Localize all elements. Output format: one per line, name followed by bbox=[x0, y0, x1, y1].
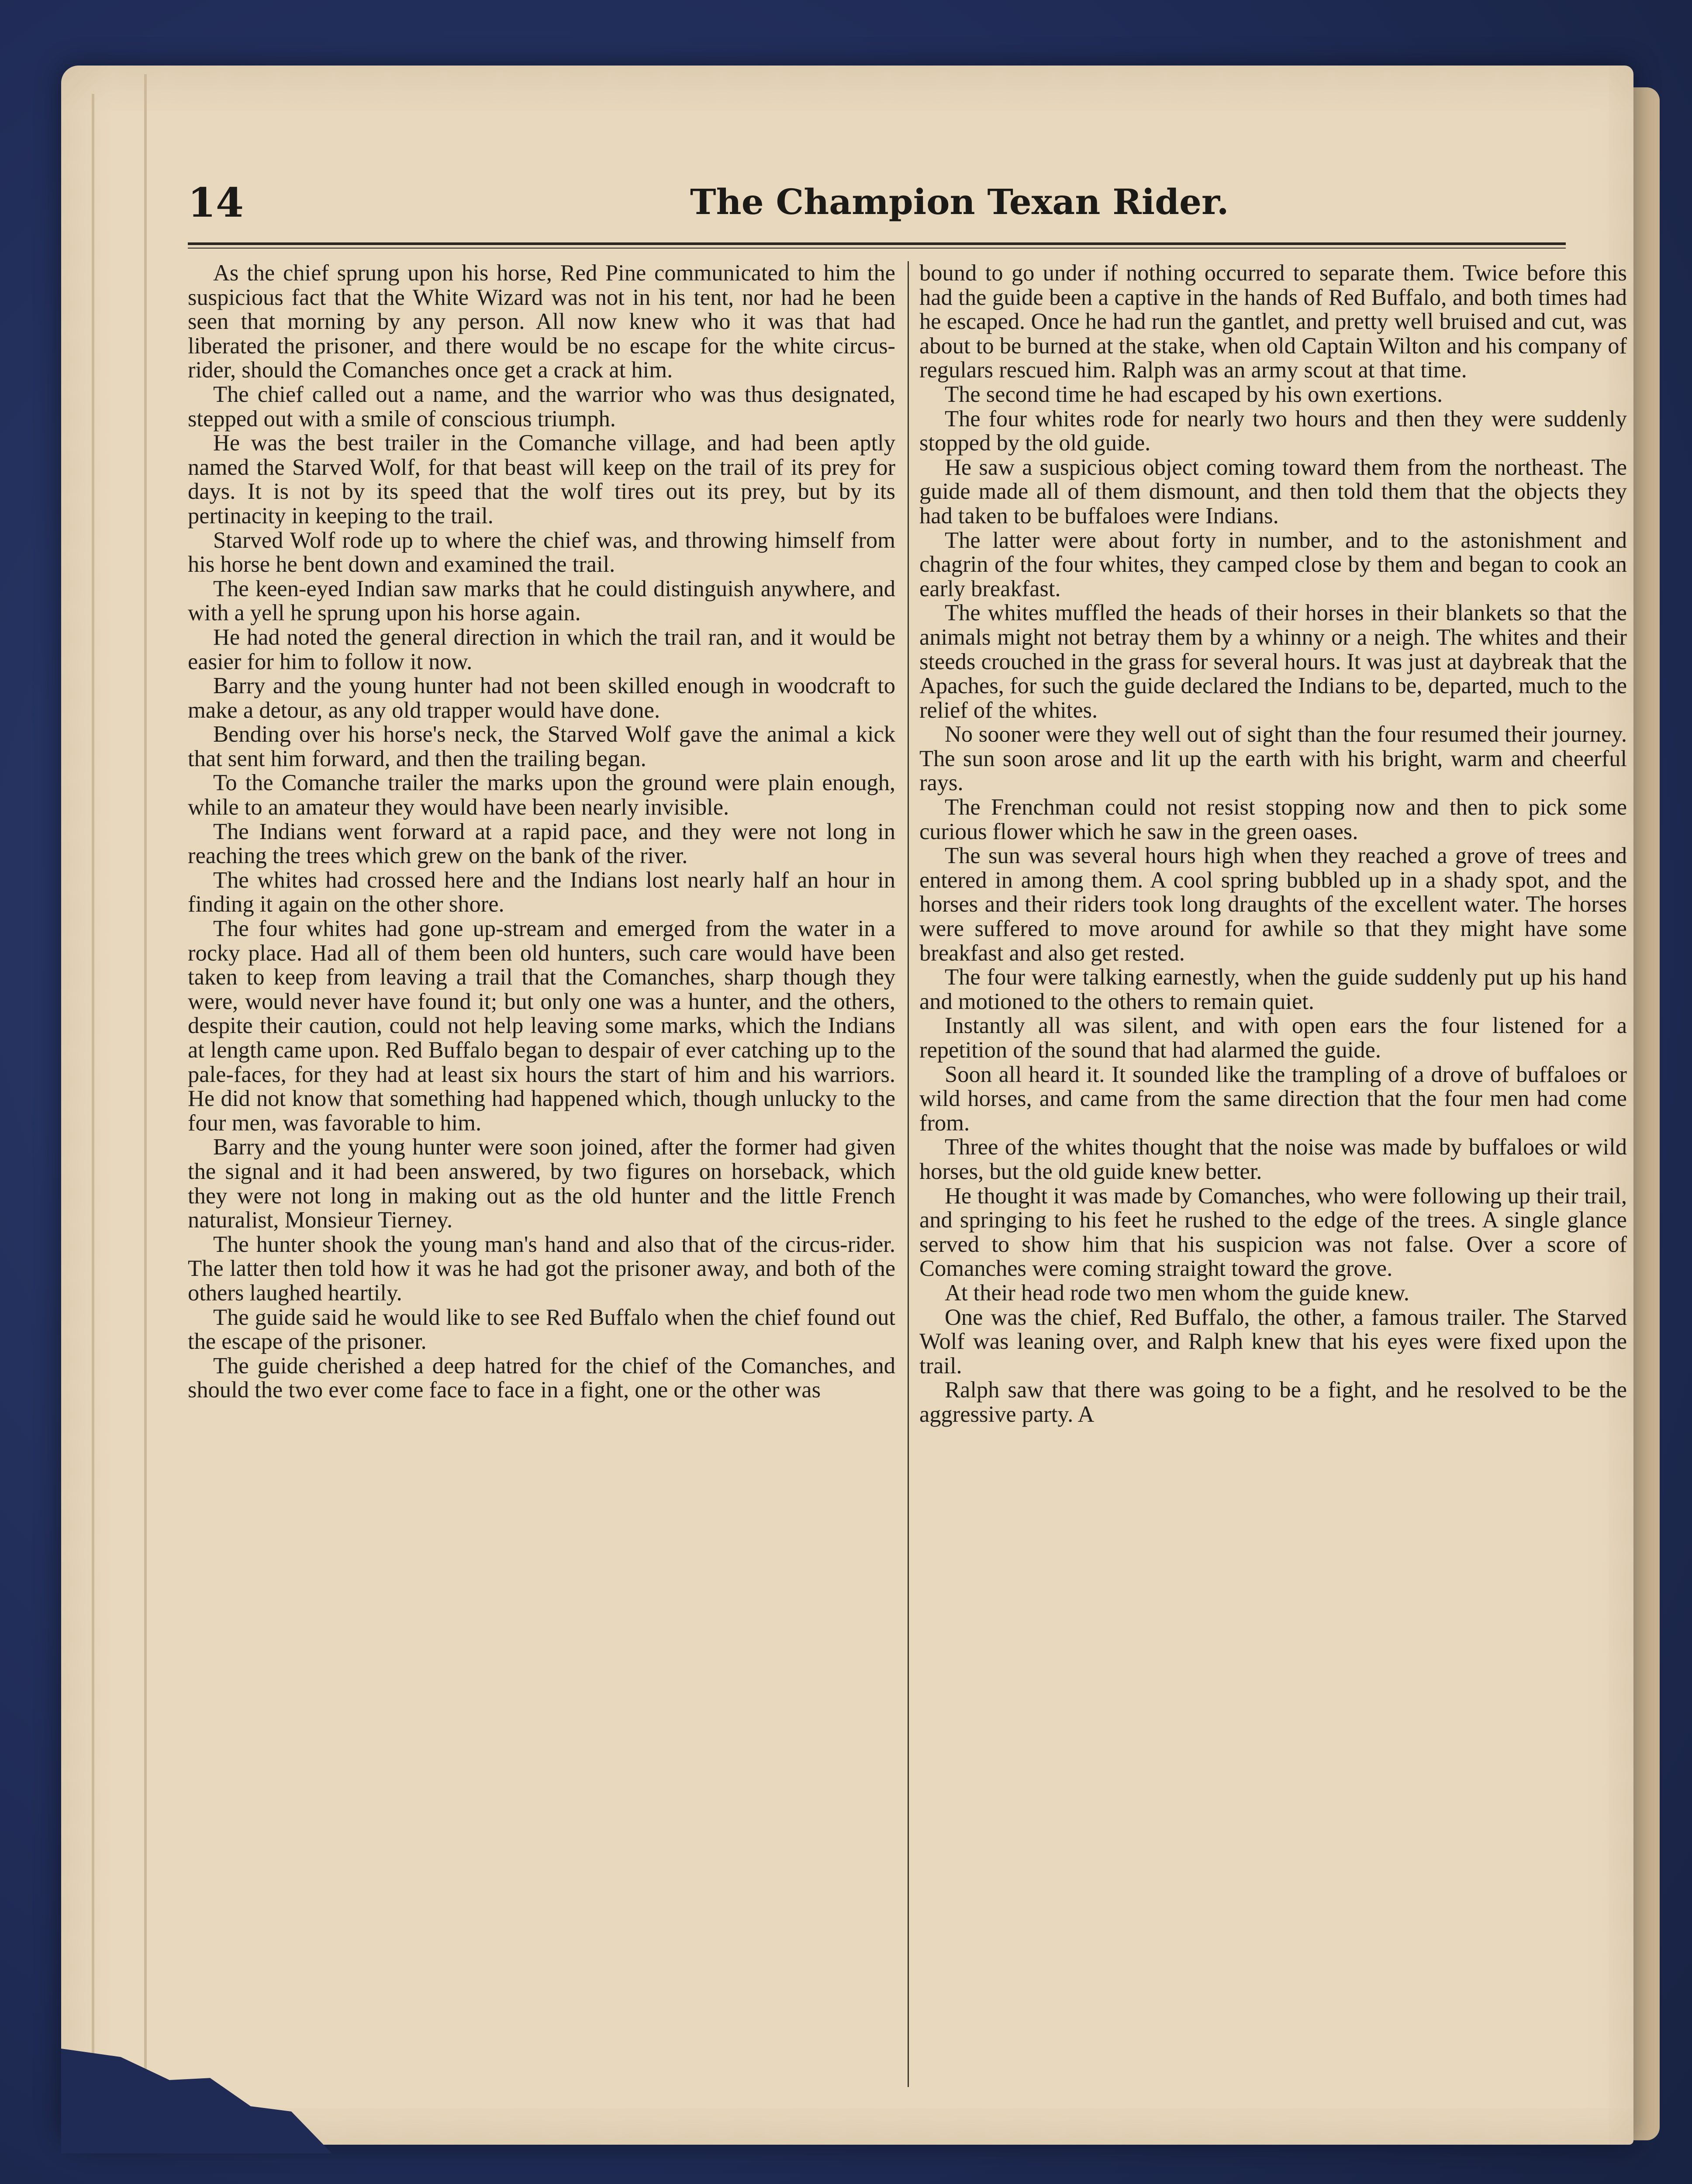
paragraph: The four whites rode for nearly two hours and then they were suddenly stopped by the old guide. bbox=[919, 406, 1627, 456]
paragraph: The Frenchman could not resist stopping now and then to pick some curious flower which he saw in the green oases. bbox=[919, 795, 1627, 844]
paragraph: Instantly all was silent, and with open ears the four listened for a repetition of the sound that had alarmed the guide. bbox=[919, 1013, 1627, 1063]
paragraph: One was the chief, Red Buffalo, the other, a famous trailer. The Starved Wolf was leaning over, and Ralph knew that his eyes were fixed upon the trail. bbox=[919, 1304, 1627, 1379]
header-rule bbox=[188, 242, 1566, 249]
paragraph: The keen-eyed Indian saw marks that he could distinguish anywhere, and with a yell he sprung upon his horse again. bbox=[188, 576, 895, 626]
running-title: The Champion Texan Rider. bbox=[690, 181, 1229, 222]
paragraph: The second time he had escaped by his own exertions. bbox=[945, 381, 1443, 407]
paragraph: The four whites had gone up-stream and emerged from the water in a rocky place. Had all of them been old hunters, such care would have been taken to keep from leaving a trail that the Comanches, sharp though they were, would never have found it; but only one was a hunter, and the others, despite their caution, could not help leaving some marks, which the Indians at length came upon. Red Buffalo began to despair of ever catching up to the pale-faces, for they had at least six hours the start of him and his warriors. He did not know that something had happened which, though unlucky to the four men, was favorable to him. bbox=[188, 916, 895, 1136]
paragraph: He thought it was made by Comanches, who were following up their trail, and springing to his feet he rushed to the edge of the trees. A single glance served to show him that his suspicion was not false. Over a score of Comanches were coming straight toward the grove. bbox=[919, 1183, 1627, 1282]
paragraph: No sooner were they well out of sight than the four resumed their journey. The sun soon arose and lit up the earth with his bright, warm and cheerful rays. bbox=[919, 722, 1627, 796]
paragraph: Bending over his horse's neck, the Starved Wolf gave the animal a kick that sent him forward, and then the trailing began. bbox=[188, 722, 895, 771]
paragraph: He was the best trailer in the Comanche village, and had been aptly named the Starved Wolf, for that beast will keep on the trail of its prey for days. It is not by its speed that the wolf tires out its prey, but by its pertinacity in keeping to the trail. bbox=[188, 430, 895, 529]
paragraph: Soon all heard it. It sounded like the trampling of a drove of buffaloes or wild horses, and came from the same direction that the four men had come from. bbox=[919, 1061, 1627, 1136]
paragraph: Barry and the young hunter were soon joined, after the former had given the signal and it had been answered, by two figures on horseback, which they were not long in making out as the old hunter and the little French naturalist, Monsieur Tierney. bbox=[188, 1134, 895, 1233]
paragraph: Barry and the young hunter had not been skilled enough in woodcraft to make a detour, as any old trapper would have done. bbox=[188, 673, 895, 723]
paragraph: Three of the whites thought that the noise was made by buffaloes or wild horses, but the old guide knew better. bbox=[919, 1134, 1627, 1184]
paragraph: As the chief sprung upon his horse, Red Pine communicated to him the suspicious fact that the White Wizard was not in his tent, nor had he been seen that morning by any person. All now knew who it was that had liberated the prisoner, and there would be no escape for the white circus-rider, should the Comanches once get a crack at him. bbox=[188, 260, 895, 383]
paragraph: The sun was several hours high when they reached a grove of trees and entered in among them. A cool spring bubbled up in a shady spot, and the horses and their riders took long draughts of the excellent water. The horses were suffered to move around for awhile so that they might have some breakfast and also get rested. bbox=[919, 843, 1627, 966]
paragraph: The whites had crossed here and the Indians lost nearly half an hour in finding it again on the other shore. bbox=[188, 867, 895, 917]
paragraph: The chief called out a name, and the warrior who was thus designated, stepped out with a smile of conscious triumph. bbox=[188, 381, 895, 432]
paragraph: To the Comanche trailer the marks upon the ground were plain enough, while to an amateur they would have been nearly invisible. bbox=[188, 770, 895, 820]
paragraph: The guide cherished a deep hatred for the chief of the Comanches, and should the two ever come face to face in a fight, one or the other was bbox=[188, 1353, 895, 1403]
column-divider bbox=[908, 261, 909, 2087]
paragraph: At their head rode two men whom the guide knew. bbox=[945, 1280, 1409, 1306]
page-fold-line bbox=[92, 94, 94, 2121]
paragraph: Ralph saw that there was going to be a fight, and he resolved to be the aggressive party. A bbox=[919, 1377, 1627, 1427]
paragraph: The guide said he would like to see Red Buffalo when the chief found out the escape of the prisoner. bbox=[188, 1304, 895, 1355]
paragraph: The whites muffled the heads of their horses in their blankets so that the animals might not betray them by a whinny or a neigh. The whites and their steeds crouched in the grass for several hours. It was just at daybreak that the Apaches, for such the guide declared the Indians to be, departed, much to the relief of the whites. bbox=[919, 600, 1627, 723]
paragraph: bound to go under if nothing occurred to separate them. Twice before this had the guide been a captive in the hands of Red Buffalo, and both times had he escaped. Once he had run the gantlet, and pretty well bruised and cut, was about to be burned at the stake, when old Captain Wilton and his company of regulars rescued him. Ralph was an army scout at that time. bbox=[919, 260, 1627, 383]
paragraph: The four were talking earnestly, when the guide suddenly put up his hand and motioned to the others to remain quiet. bbox=[919, 964, 1627, 1014]
right-column bbox=[919, 261, 1627, 1427]
page-fold-line bbox=[144, 74, 147, 2101]
page-number: 14 bbox=[188, 179, 244, 226]
paragraph: The Indians went forward at a rapid pace, and they were not long in reaching the trees which grew on the bank of the river. bbox=[188, 819, 895, 869]
paragraph: He had noted the general direction in which the trail ran, and it would be easier for him to follow it now. bbox=[188, 624, 895, 674]
paragraph: Starved Wolf rode up to where the chief was, and throwing himself from his horse he bent down and examined the trail. bbox=[188, 527, 895, 577]
paragraph: The latter were about forty in number, and to the astonishment and chagrin of the four whites, they camped close by them and began to cook an early breakfast. bbox=[919, 527, 1627, 601]
paragraph: He saw a suspicious object coming toward them from the northeast. The guide made all of them dismount, and then told them that the objects they had taken to be buffaloes were Indians. bbox=[919, 454, 1627, 529]
paragraph: The hunter shook the young man's hand and also that of the circus-rider. The latter then told how it was he had got the prisoner away, and both of the others laughed heartily. bbox=[188, 1231, 895, 1306]
page-header bbox=[188, 179, 1564, 236]
left-column bbox=[188, 261, 895, 1403]
